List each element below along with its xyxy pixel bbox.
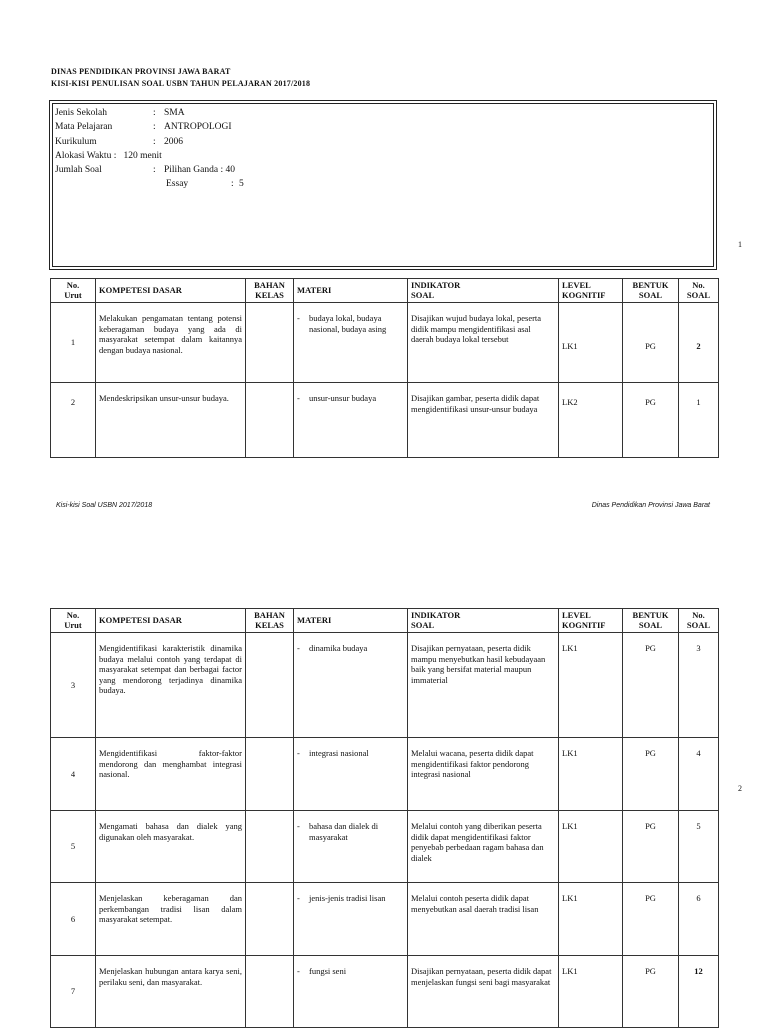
- header-bentuk-soal: BENTUK SOAL: [623, 609, 679, 633]
- cell-indikator: Disajikan wujud budaya lokal, peserta didik mampu mengidentifikasi asal daerah budaya lokal tersebut: [408, 303, 559, 383]
- cell-indikator: Disajikan pernyataan, peserta didik dapat menjelaskan fungsi seni bagi masyarakat: [408, 956, 559, 1028]
- cell-indikator: Disajikan gambar, peserta didik dapat mengidentifikasi unsur-unsur budaya: [408, 383, 559, 458]
- footer-left: Kisi-kisi Soal USBN 2017/2018: [56, 502, 153, 509]
- cell-no-urut: 3: [51, 633, 96, 738]
- cell-no-urut: 7: [51, 956, 96, 1028]
- header-level-kognitif: LEVEL KOGNITIF: [559, 279, 623, 303]
- school-info-box: [49, 100, 717, 270]
- header-bentuk-soal: BENTUK SOAL: [623, 279, 679, 303]
- cell-no-soal: 2: [679, 303, 719, 383]
- cell-no-soal: 12: [679, 956, 719, 1028]
- cell-no-urut: 6: [51, 883, 96, 956]
- cell-level-kognitif: LK2: [559, 383, 623, 458]
- cell-bentuk-soal: PG: [623, 633, 679, 738]
- cell-no-soal: 4: [679, 738, 719, 811]
- header-no-soal: No. SOAL: [679, 609, 719, 633]
- cell-bentuk-soal: PG: [623, 883, 679, 956]
- cell-no-soal: 3: [679, 633, 719, 738]
- table-header-row: [51, 609, 719, 633]
- info-essay: Essay : 5: [166, 179, 244, 189]
- cell-level-kognitif: LK1: [559, 738, 623, 811]
- header-kompetensi-dasar: KOMPETESI DASAR: [96, 279, 246, 303]
- table-row: [51, 383, 719, 458]
- info-mata-pelajaran-value: ANTROPOLOGI: [164, 122, 232, 132]
- cell-kompetensi-dasar: Mengidentifikasi karakteristik dinamika budaya melalui contoh yang terdapat di masyarakat setempat dan berbagai factor yang mendorong terjadinya dinamika budaya.: [96, 633, 246, 738]
- cell-bahan-kelas: [246, 883, 294, 956]
- cell-bahan-kelas: [246, 738, 294, 811]
- cell-bentuk-soal: PG: [623, 303, 679, 383]
- info-jumlah-soal: Jumlah Soal : Pilihan Ganda : 40: [55, 165, 235, 175]
- cell-level-kognitif: LK1: [559, 956, 623, 1028]
- cell-materi: - budaya lokal, budaya nasional, budaya asing: [294, 303, 408, 383]
- kisi-table-page-2: [50, 608, 719, 1028]
- footer-right: Dinas Pendidikan Provinsi Jawa Barat: [591, 502, 710, 509]
- info-kurikulum: Kurikulum : 2006: [55, 137, 183, 147]
- header-kompetensi-dasar: KOMPETESI DASAR: [96, 609, 246, 633]
- info-mata-pelajaran: Mata Pelajaran : ANTROPOLOGI: [55, 122, 232, 132]
- cell-level-kognitif: LK1: [559, 811, 623, 883]
- cell-level-kognitif: LK1: [559, 883, 623, 956]
- header-materi: MATERI: [294, 279, 408, 303]
- cell-level-kognitif: LK1: [559, 303, 623, 383]
- table-row: [51, 738, 719, 811]
- cell-bahan-kelas: [246, 303, 294, 383]
- info-essay-value: 5: [239, 179, 244, 189]
- cell-bahan-kelas: [246, 956, 294, 1028]
- page-number-2: 2: [738, 784, 742, 793]
- table-row: [51, 303, 719, 383]
- cell-no-urut: 1: [51, 303, 96, 383]
- cell-materi: - bahasa dan dialek di masyarakat: [294, 811, 408, 883]
- info-jenis-sekolah: Jenis Sekolah : SMA: [55, 108, 185, 118]
- doc-title-kisi-kisi: KISI-KISI PENULISAN SOAL USBN TAHUN PELAJARAN 2017/2018: [51, 79, 311, 88]
- cell-no-urut: 4: [51, 738, 96, 811]
- kisi-table-page-1: [50, 278, 719, 458]
- cell-bahan-kelas: [246, 633, 294, 738]
- header-no-urut: No. Urut: [51, 279, 96, 303]
- table-header-row: [51, 279, 719, 303]
- cell-no-soal: 5: [679, 811, 719, 883]
- header-bahan-kelas: BAHAN KELAS: [246, 279, 294, 303]
- header-indikator-soal: INDIKATOR SOAL: [408, 609, 559, 633]
- cell-kompetensi-dasar: Mengamati bahasa dan dialek yang digunakan oleh masyarakat.: [96, 811, 246, 883]
- page-number-1: 1: [738, 240, 742, 249]
- header-level-kognitif: LEVEL KOGNITIF: [559, 609, 623, 633]
- cell-bahan-kelas: [246, 383, 294, 458]
- table-row: [51, 633, 719, 738]
- cell-kompetensi-dasar: Menjelaskan hubungan antara karya seni, perilaku seni, dan masyarakat.: [96, 956, 246, 1028]
- header-materi: MATERI: [294, 609, 408, 633]
- cell-bentuk-soal: PG: [623, 383, 679, 458]
- cell-indikator: Disajikan pernyataan, peserta didik mampu menyebutkan hasil kebudayaan baik yang bersifat material maupun immaterial: [408, 633, 559, 738]
- cell-bentuk-soal: PG: [623, 811, 679, 883]
- cell-materi: - fungsi seni: [294, 956, 408, 1028]
- header-no-soal: No. SOAL: [679, 279, 719, 303]
- cell-no-urut: 5: [51, 811, 96, 883]
- cell-materi: - jenis-jenis tradisi lisan: [294, 883, 408, 956]
- table-row: [51, 811, 719, 883]
- info-jumlah-soal-value: Pilihan Ganda : 40: [164, 165, 235, 175]
- cell-materi: - dinamika budaya: [294, 633, 408, 738]
- cell-bentuk-soal: PG: [623, 956, 679, 1028]
- doc-title-institution: DINAS PENDIDIKAN PROVINSI JAWA BARAT: [51, 67, 231, 76]
- cell-indikator: Melalui contoh yang diberikan peserta didik dapat mengidentifikasi faktor penyebab perbedaan ragam bahasa dan dialek: [408, 811, 559, 883]
- cell-no-soal: 1: [679, 383, 719, 458]
- info-jenis-sekolah-value: SMA: [164, 108, 185, 118]
- header-bahan-kelas: BAHAN KELAS: [246, 609, 294, 633]
- cell-bentuk-soal: PG: [623, 738, 679, 811]
- header-indikator-soal: INDIKATOR SOAL: [408, 279, 559, 303]
- cell-materi: - integrasi nasional: [294, 738, 408, 811]
- table-row: [51, 883, 719, 956]
- cell-indikator: Melalui contoh peserta didik dapat menyebutkan asal daerah tradisi lisan: [408, 883, 559, 956]
- cell-materi: - unsur-unsur budaya: [294, 383, 408, 458]
- table-row: [51, 956, 719, 1028]
- cell-bahan-kelas: [246, 811, 294, 883]
- info-alokasi-waktu: Alokasi Waktu : 120 menit: [55, 151, 162, 161]
- cell-kompetensi-dasar: Mengidentifikasi faktor-faktor mendorong dan menghambat integrasi nasional.: [96, 738, 246, 811]
- cell-kompetensi-dasar: Melakukan pengamatan tentang potensi keberagaman budaya yang ada di masyarakat setempat dalam kaitannya dengan budaya nasional.: [96, 303, 246, 383]
- header-no-urut: No. Urut: [51, 609, 96, 633]
- cell-level-kognitif: LK1: [559, 633, 623, 738]
- cell-kompetensi-dasar: Menjelaskan keberagaman dan perkembangan tradisi lisan dalam masyarakat setempat.: [96, 883, 246, 956]
- cell-no-urut: 2: [51, 383, 96, 458]
- cell-indikator: Melalui wacana, peserta didik dapat mengidentifikasi faktor pendorong integrasi nasional: [408, 738, 559, 811]
- cell-kompetensi-dasar: Mendeskripsikan unsur-unsur budaya.: [96, 383, 246, 458]
- info-kurikulum-value: 2006: [164, 137, 183, 147]
- cell-no-soal: 6: [679, 883, 719, 956]
